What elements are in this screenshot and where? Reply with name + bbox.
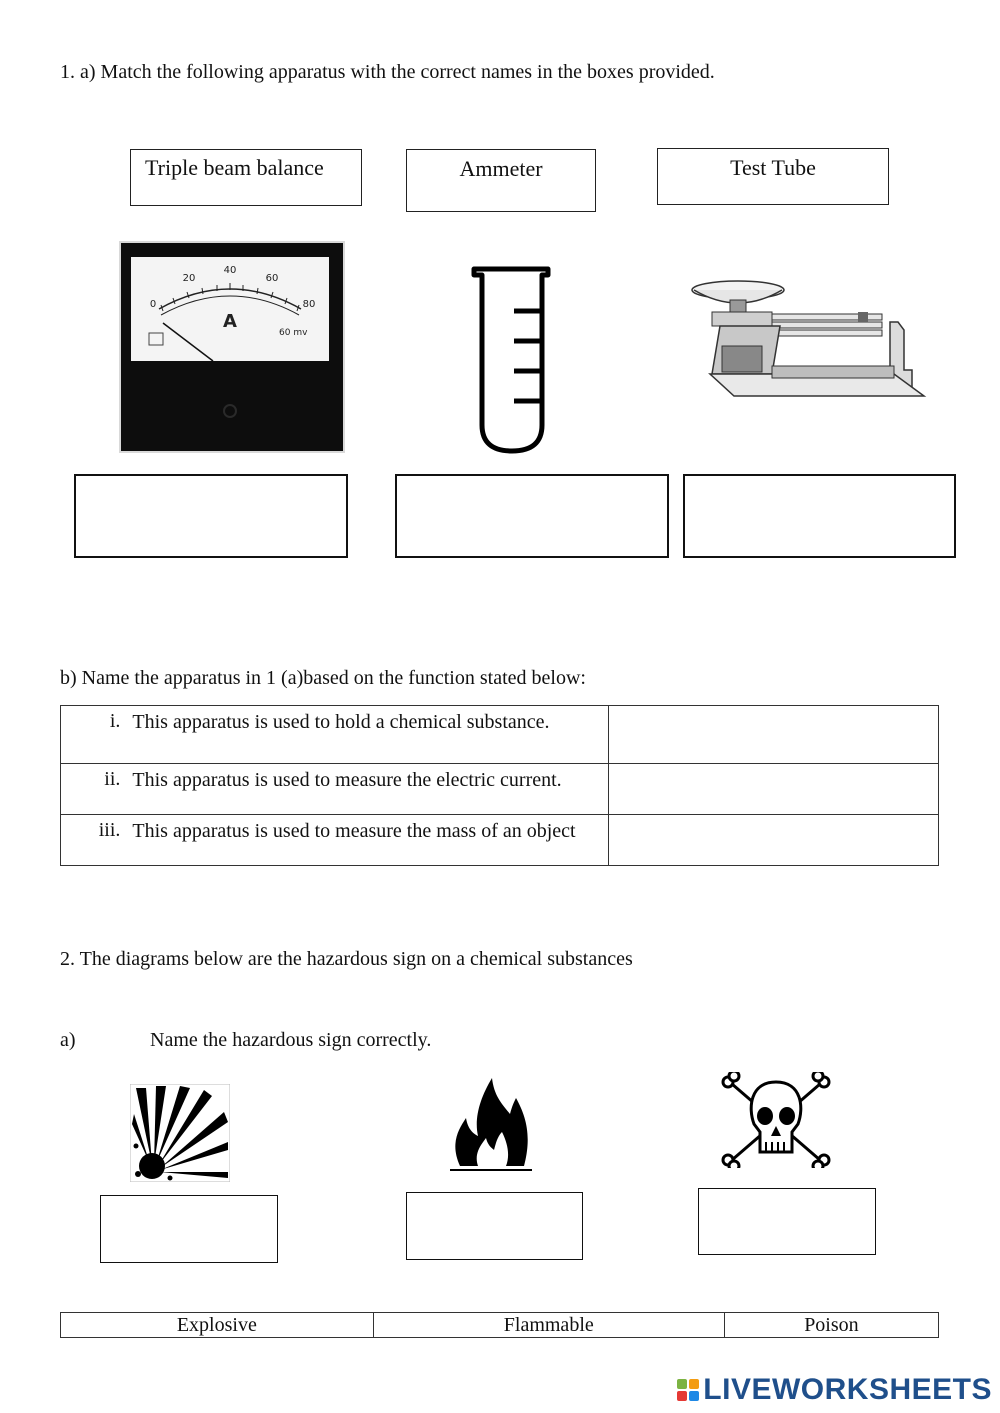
answer-box-flammable[interactable] xyxy=(406,1192,583,1260)
liveworksheets-logo xyxy=(677,1373,992,1407)
function-text: This apparatus is used to hold a chemical substance. xyxy=(132,706,608,764)
answer-box-balance[interactable] xyxy=(683,474,956,558)
ammeter-unit: A xyxy=(223,311,237,332)
answer-box-explosive[interactable] xyxy=(100,1195,278,1263)
ammeter-tick-40: 40 xyxy=(223,265,237,276)
answer-box-test-tube[interactable] xyxy=(395,474,669,558)
option-flammable[interactable]: Flammable xyxy=(373,1313,724,1338)
logo-text: LIVEWORKSHEETS xyxy=(703,1373,992,1406)
function-text: This apparatus is used to measure the mass of an object xyxy=(132,815,608,866)
table-row xyxy=(61,815,939,866)
explosive-icon xyxy=(130,1084,230,1182)
option-poison[interactable]: Poison xyxy=(724,1313,938,1338)
table-row xyxy=(61,764,939,815)
question-1b-text: b) Name the apparatus in 1 (a)based on the function stated below: xyxy=(60,667,586,689)
function-answer-cell[interactable] xyxy=(609,815,939,866)
ammeter-tick-0: 0 xyxy=(149,299,157,310)
label-ammeter[interactable]: Ammeter xyxy=(406,149,596,212)
table-row xyxy=(61,1313,939,1338)
poison-icon xyxy=(720,1072,832,1168)
table-row xyxy=(61,706,939,764)
function-num: i. xyxy=(61,706,133,764)
ammeter-tick-20: 20 xyxy=(182,273,196,284)
question-2-text: 2. The diagrams below are the hazardous sign on a chemical substances xyxy=(60,948,633,970)
answer-box-poison[interactable] xyxy=(698,1188,876,1255)
ammeter-rating: 60 mv xyxy=(279,328,308,338)
test-tube-image xyxy=(466,265,556,455)
answer-box-ammeter[interactable] xyxy=(74,474,348,558)
question-2a-text: Name the hazardous sign correctly. xyxy=(150,1029,432,1051)
function-text: This apparatus is used to measure the electric current. xyxy=(132,764,608,815)
function-num: ii. xyxy=(61,764,133,815)
question-2a-number: a) xyxy=(60,1029,76,1051)
ammeter-tick-60: 60 xyxy=(265,273,279,284)
label-test-tube[interactable]: Test Tube xyxy=(657,148,889,205)
ammeter-image xyxy=(119,241,345,453)
hazard-options-table xyxy=(60,1312,939,1338)
logo-mark-icon xyxy=(677,1379,699,1401)
question-1a-text: 1. a) Match the following apparatus with the correct names in the boxes provided. xyxy=(60,61,715,83)
ammeter-tick-80: 80 xyxy=(302,299,316,310)
function-num: iii. xyxy=(61,815,133,866)
function-table xyxy=(60,705,939,866)
flammable-icon xyxy=(448,1074,534,1172)
function-answer-cell[interactable] xyxy=(609,764,939,815)
label-triple-beam-balance[interactable]: Triple beam balance xyxy=(130,149,362,206)
triple-beam-balance-image xyxy=(690,274,930,406)
option-explosive[interactable]: Explosive xyxy=(61,1313,374,1338)
function-answer-cell[interactable] xyxy=(609,706,939,764)
